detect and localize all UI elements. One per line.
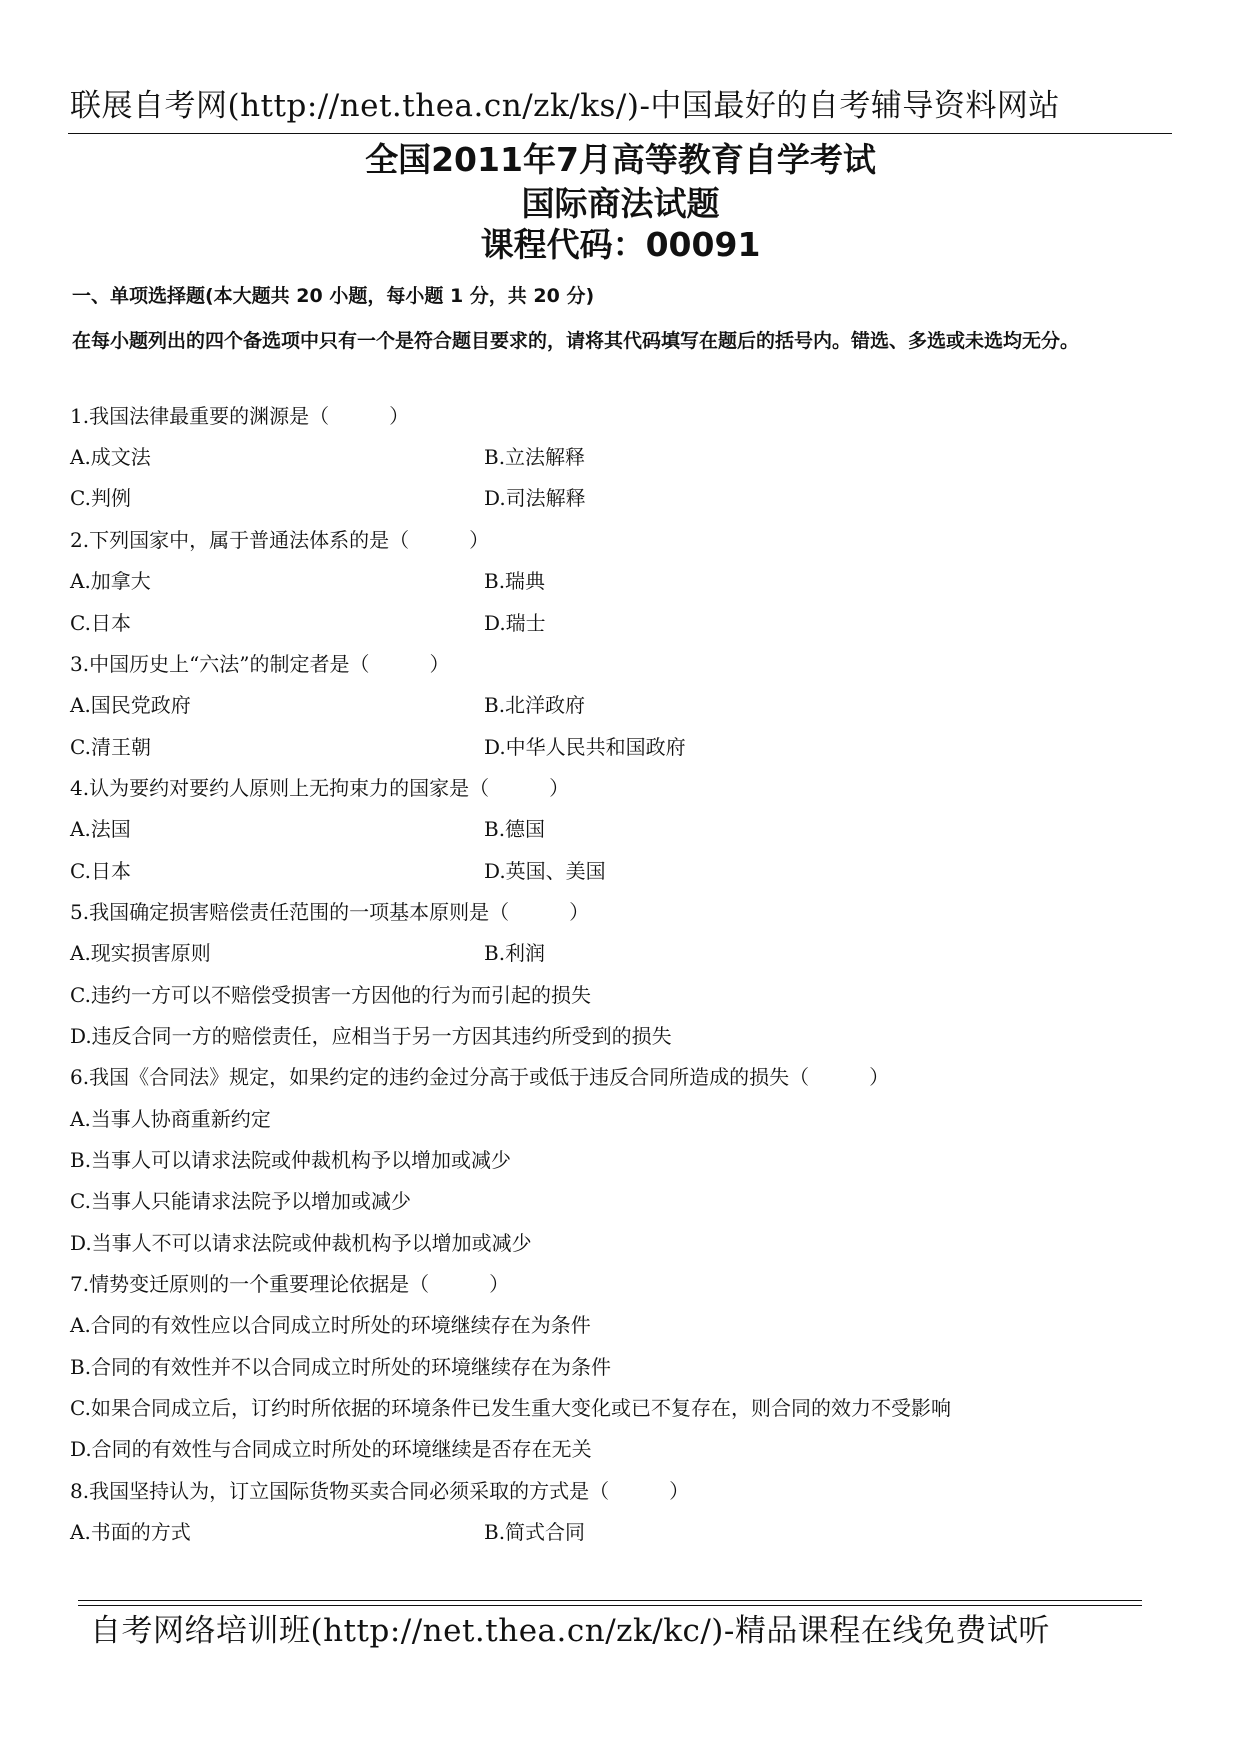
question-stem: 4.认为要约对要约人原则上无拘束力的国家是（ ） xyxy=(70,776,570,800)
course-code: 课程代码：00091 xyxy=(480,225,761,264)
section-heading: 一、单项选择题(本大题共 20 小题，每小题 1 分，共 20 分) xyxy=(72,285,595,307)
question-option: C.清王朝 xyxy=(70,735,151,759)
question-stem: 3.中国历史上“六法”的制定者是（ ） xyxy=(70,652,450,676)
question-option: C.当事人只能请求法院予以增加或减少 xyxy=(70,1189,411,1213)
question-option: D.当事人不可以请求法院或仲裁机构予以增加或减少 xyxy=(70,1231,532,1255)
header-divider xyxy=(68,133,1172,134)
site-footer: 自考网络培训班(http://net.thea.cn/zk/kc/)-精品课程在线免费试听 xyxy=(90,1613,1050,1649)
question-option: B.利润 xyxy=(484,941,546,965)
site-header: 联展自考网(http://net.thea.cn/zk/ks/)-中国最好的自考辅导资料网站 xyxy=(70,88,1060,124)
question-option: A.书面的方式 xyxy=(70,1520,191,1544)
question-option: A.现实损害原则 xyxy=(70,941,211,965)
question-option: A.成文法 xyxy=(70,445,151,469)
question-option: A.国民党政府 xyxy=(70,693,191,717)
exam-title: 全国2011年7月高等教育自学考试 xyxy=(365,140,876,179)
question-stem: 1.我国法律最重要的渊源是（ ） xyxy=(70,404,410,428)
question-option: C.日本 xyxy=(70,611,131,635)
question-option: B.当事人可以请求法院或仲裁机构予以增加或减少 xyxy=(70,1148,512,1172)
question-option: D.合同的有效性与合同成立时所处的环境继续是否存在无关 xyxy=(70,1437,592,1461)
question-option: C.判例 xyxy=(70,486,131,510)
question-option: A.当事人协商重新约定 xyxy=(70,1107,271,1131)
question-option: A.加拿大 xyxy=(70,569,151,593)
question-option: D.违反合同一方的赔偿责任，应相当于另一方因其违约所受到的损失 xyxy=(70,1024,672,1048)
question-option: A.法国 xyxy=(70,817,131,841)
question-option: B.北洋政府 xyxy=(484,693,586,717)
question-option: D.中华人民共和国政府 xyxy=(484,735,686,759)
question-stem: 5.我国确定损害赔偿责任范围的一项基本原则是（ ） xyxy=(70,900,590,924)
question-stem: 7.情势变迁原则的一个重要理论依据是（ ） xyxy=(70,1272,510,1296)
question-option: C.如果合同成立后，订约时所依据的环境条件已发生重大变化或已不复存在，则合同的效力不受影响 xyxy=(70,1396,951,1420)
question-stem: 6.我国《合同法》规定，如果约定的违约金过分高于或低于违反合同所造成的损失（ ） xyxy=(70,1065,890,1089)
question-option: C.日本 xyxy=(70,859,131,883)
question-option: B.瑞典 xyxy=(484,569,546,593)
question-option: B.立法解释 xyxy=(484,445,586,469)
question-option: D.司法解释 xyxy=(484,486,586,510)
question-option: B.合同的有效性并不以合同成立时所处的环境继续存在为条件 xyxy=(70,1355,612,1379)
question-option: A.合同的有效性应以合同成立时所处的环境继续存在为条件 xyxy=(70,1313,591,1337)
question-stem: 2.下列国家中，属于普通法体系的是（ ） xyxy=(70,528,490,552)
question-option: D.瑞士 xyxy=(484,611,546,635)
question-option: C.违约一方可以不赔偿受损害一方因他的行为而引起的损失 xyxy=(70,983,591,1007)
question-option: D.英国、美国 xyxy=(484,859,606,883)
question-option: B.德国 xyxy=(484,817,546,841)
section-instructions: 在每小题列出的四个备选项中只有一个是符合题目要求的，请将其代码填写在题后的括号内。错选、多选或未选均无分。 xyxy=(72,330,1080,352)
footer-divider xyxy=(78,1600,1142,1606)
question-option: B.简式合同 xyxy=(484,1520,586,1544)
exam-subject: 国际商法试题 xyxy=(521,184,720,223)
question-stem: 8.我国坚持认为，订立国际货物买卖合同必须采取的方式是（ ） xyxy=(70,1479,690,1503)
